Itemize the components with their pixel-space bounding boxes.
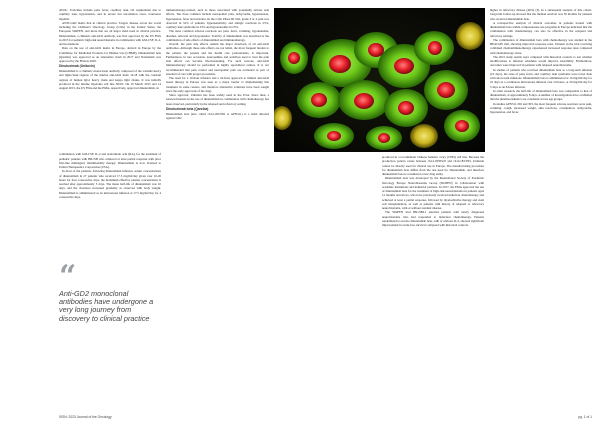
footer-journal: ISSN: 2023 Journal of the Oncology xyxy=(59,415,112,419)
paragraph: Dinutuximab beta (also called ch14.18/CHO or APN311) is a mAb directed against GD2 xyxy=(166,111,269,120)
fluorescent-cells-image xyxy=(274,8,485,152)
article-column-4 xyxy=(490,8,592,414)
paragraph: In studies APN311-302 and 303, the most frequent adverse reactions were pain, vomiting, cough, increased weight, skin reactions, constipation, tachycardia, hypotension, and fever. xyxy=(490,101,592,114)
paragraph: produced in a recombinant Chinese hamster ovary (CHO) cell line. Because the production pattern varies between ch14.18/SP2/0 and ch14.18/CHO, Unituxin cannot be directly used for clinical use in Europe. The manufacturing procedure for dinutuximab beta differs from the one used for dinutuximab, and therefore dinutuximab beta is considered a new drug entity. xyxy=(382,155,484,176)
paragraph: immunotherapy-related, such as those associated with potentially serious side effects. The most common include neuropathic pain, tachycardia, hypertension, hypotension, fever and urticaria. In the COG Phase III trial, grade 3 or 4 pain was observed in 52% of patients, hypersensitivity and allergic reactions in 25%, capillary leak syndrome in 23% and hyponatremia in 23%. xyxy=(166,8,269,29)
microscopy-figure xyxy=(274,8,485,152)
article-column-1 xyxy=(59,8,161,414)
section-heading: Dinutuximab beta (Qarziba) xyxy=(166,106,209,111)
paragraph: higher in refractory disease (46%) (3). In a subsequent analysis of this cohort, long-term follow-up showed that the median survival was 50 months for patients who received dinutuximab beta. xyxy=(490,8,592,21)
paragraph: ANTI-GD2 mAbs that in clinical practice: Targets disease across the world including the Children's Oncology Group (COG) in the United States, the European SIOPEN, and more that are all major mAb used in clinical practice. Dinutuximab, a chimeric anti-GD2 antibody, was first approved by the US FDA in 2015 for pediatric high-risk neuroblastoma in combination with GM-CSF, IL-2, and isotretinoin. xyxy=(59,20,161,46)
paragraph: Since approval, Unituxin has been widely used in the USA. Since then, a renewed interest in the use of dinutuximab in combination with chemotherapy has been observed, particularly in the relapsed and refractory setting. xyxy=(166,93,269,106)
pull-quote-text: Anti-GD2 monoclonal antibodies have undergone a very long journey from discovery to clinical practice xyxy=(59,289,154,323)
paragraph: A retrospective analysis of clinical outcomes in patients treated with dinutuximab beta within compassionate use programs in Europe indicated that the combination with chemotherapy can also be effective in the relapsed and refractory settings. xyxy=(490,20,592,38)
footer-page-number: pg. 1 of 1 xyxy=(578,415,592,419)
paragraph: Data on the use of anti-GD2 mAbs in Europe, derived in Europe by the Committee for Medicinal Products for Human Use (CHMP), Dinutuximab beta (Qarziba) was approved as an alternative mAb in 2017 and Naxitamab was approved by the FDA in 2020. xyxy=(59,46,161,63)
section-heading: Dinutuximab (Unituxin) xyxy=(59,64,95,69)
paragraph: In other research, the half-life of dinutuximab beta was comparable to that of dinutuximab, at approximately 8 days. A number of investigations have confirmed that the pharmacokinetics are consistent across age groups. xyxy=(490,88,592,102)
paragraph: Dinutuximab is a chimeric monoclonal antibody composed of the variable heavy and light-chain regions of the murine anti-GD2 mAb 14.18 with the constant regions of human IgG1 heavy chain and kappa light chains. It was initially produced in the murine myeloma cell line SP2/0. On 10 March 2015 and 14 August 2015, the US FDA and the EMA, respectively, approved dinutuximab, in xyxy=(59,69,161,91)
page-footer xyxy=(0,412,600,424)
paragraph: combination with GM-CSF, IL-2 and isotretinoin acid (RA), for the treatment of pediatric patients with HR-NB who achieved at least partial response with prior first-line multiagent, multimodality therapy. Dinutuximab is now licensed to United Therapeutics Corporation (USA). xyxy=(59,152,161,170)
article-column-2 xyxy=(166,8,269,414)
paragraph: The combination of dinutuximab beta with chemotherapy was studied in the BEACON trial, showing improved response rates. Patients in the trial receiving combined chemoimmunotherapy experienced increased response rates compared with chemotherapy alone. xyxy=(490,37,592,55)
paragraph: The SIOPEN trial HR-NBL1 enrolled patients with newly diagnosed neuroblastoma who had responded to induction chemotherapy. Patients randomized to receive dinutuximab beta, with or without IL-2, showed significant improvement in event-free survival compared with historical controls. xyxy=(382,210,484,227)
paragraph: The most common adverse reactions are pain, fever, vomiting, hypokalemia, diarrhea, urticaria and hypotension. Toxicity of dinutuximab was described as the combination of side effects of dinutuximab and immunotherapy. xyxy=(166,29,269,42)
paragraph: The 2021 study results were compared with historical controls to test whether modifications to infusion schedules would improve tolerability. Furthermore, outcomes were improved in patients with relapsed neuroblastoma. xyxy=(490,54,592,68)
paragraph: The need for a 10-hour infusion and a 24-hour approach to limited anti-GD2 based therapy in Europe was seen as a major barrier to implementing this treatment in some centers, and therefore alternative solutions have been sought since the early approvals of the drug. xyxy=(166,76,269,93)
quote-mark-icon: “ xyxy=(59,259,77,294)
pull-quote xyxy=(59,259,161,324)
article-column-3 xyxy=(382,155,484,414)
paragraph: Dinutuximab beta was developed by the International Society of Paediatric Oncology Europe Neuroblastoma Group (SIOPEN) in collaboration with academic institutions and industrial partners. In 2017, the EMA approved the use of dinutuximab beta for the treatment of high-risk neuroblastoma in patients aged 12 months and above, who have previously received induction chemotherapy and achieved at least a partial response, followed by myeloablative therapy and stem cell transplantation, as well as patients with history of relapsed or refractory neuroblastoma, with or without residual disease. xyxy=(382,176,484,210)
paragraph: Overall, the pain side effects remain the major drawback of all anti-GD2 antibodies. Although these side effects are not lethal, the most frequent burden to the patient, the parents and the health care professionals, is important. Furthermore, in rare occasions, neuropathies and sedatives used to treat the pain side effects can become life-threatening. For such reasons, anti-GD2 immunotherapy should be performed in highly specialized centres. It is not recommended that pain control and neuropathic pain are evaluated as part of standard of care with proper procedures. xyxy=(166,42,269,76)
paragraph: In studies of patients who received dinutuximab beta as a long-term infusion (10 days), the rates of pain, fever, and capillary leak syndrome were lower than with short-term infusions. Dinutuximab beta is administered at 10 mg/m2/day for 10 days as a continuous intravenous infusion over 24 hours, or 20 mg/m2/day for 5 days as an 8-hour infusion. xyxy=(490,67,592,89)
paragraph: AVOC. Toxicities include pain, fever, capillary leak, O2 requirement due to capillary leak, hypotension, and in severe but uncommon cases, transverse myelitis. xyxy=(59,8,161,21)
paragraph: In most of the patients, following dinutuximab infusion, serum concentrations of dinutuximab in 27 patients who received 17.5 mg/m2/day given over 10-20 hours for four consecutive days, the maximum effective plasma concentration is reached after approximately 5 days. The mean half-life of dinutuximab was 10 days, and the clearance increased gradually as observed with body weight. Dinutuximab is administered as an intravenous infusion at 17.5 mg/m2/day for 4 consecutive days. xyxy=(59,169,161,199)
